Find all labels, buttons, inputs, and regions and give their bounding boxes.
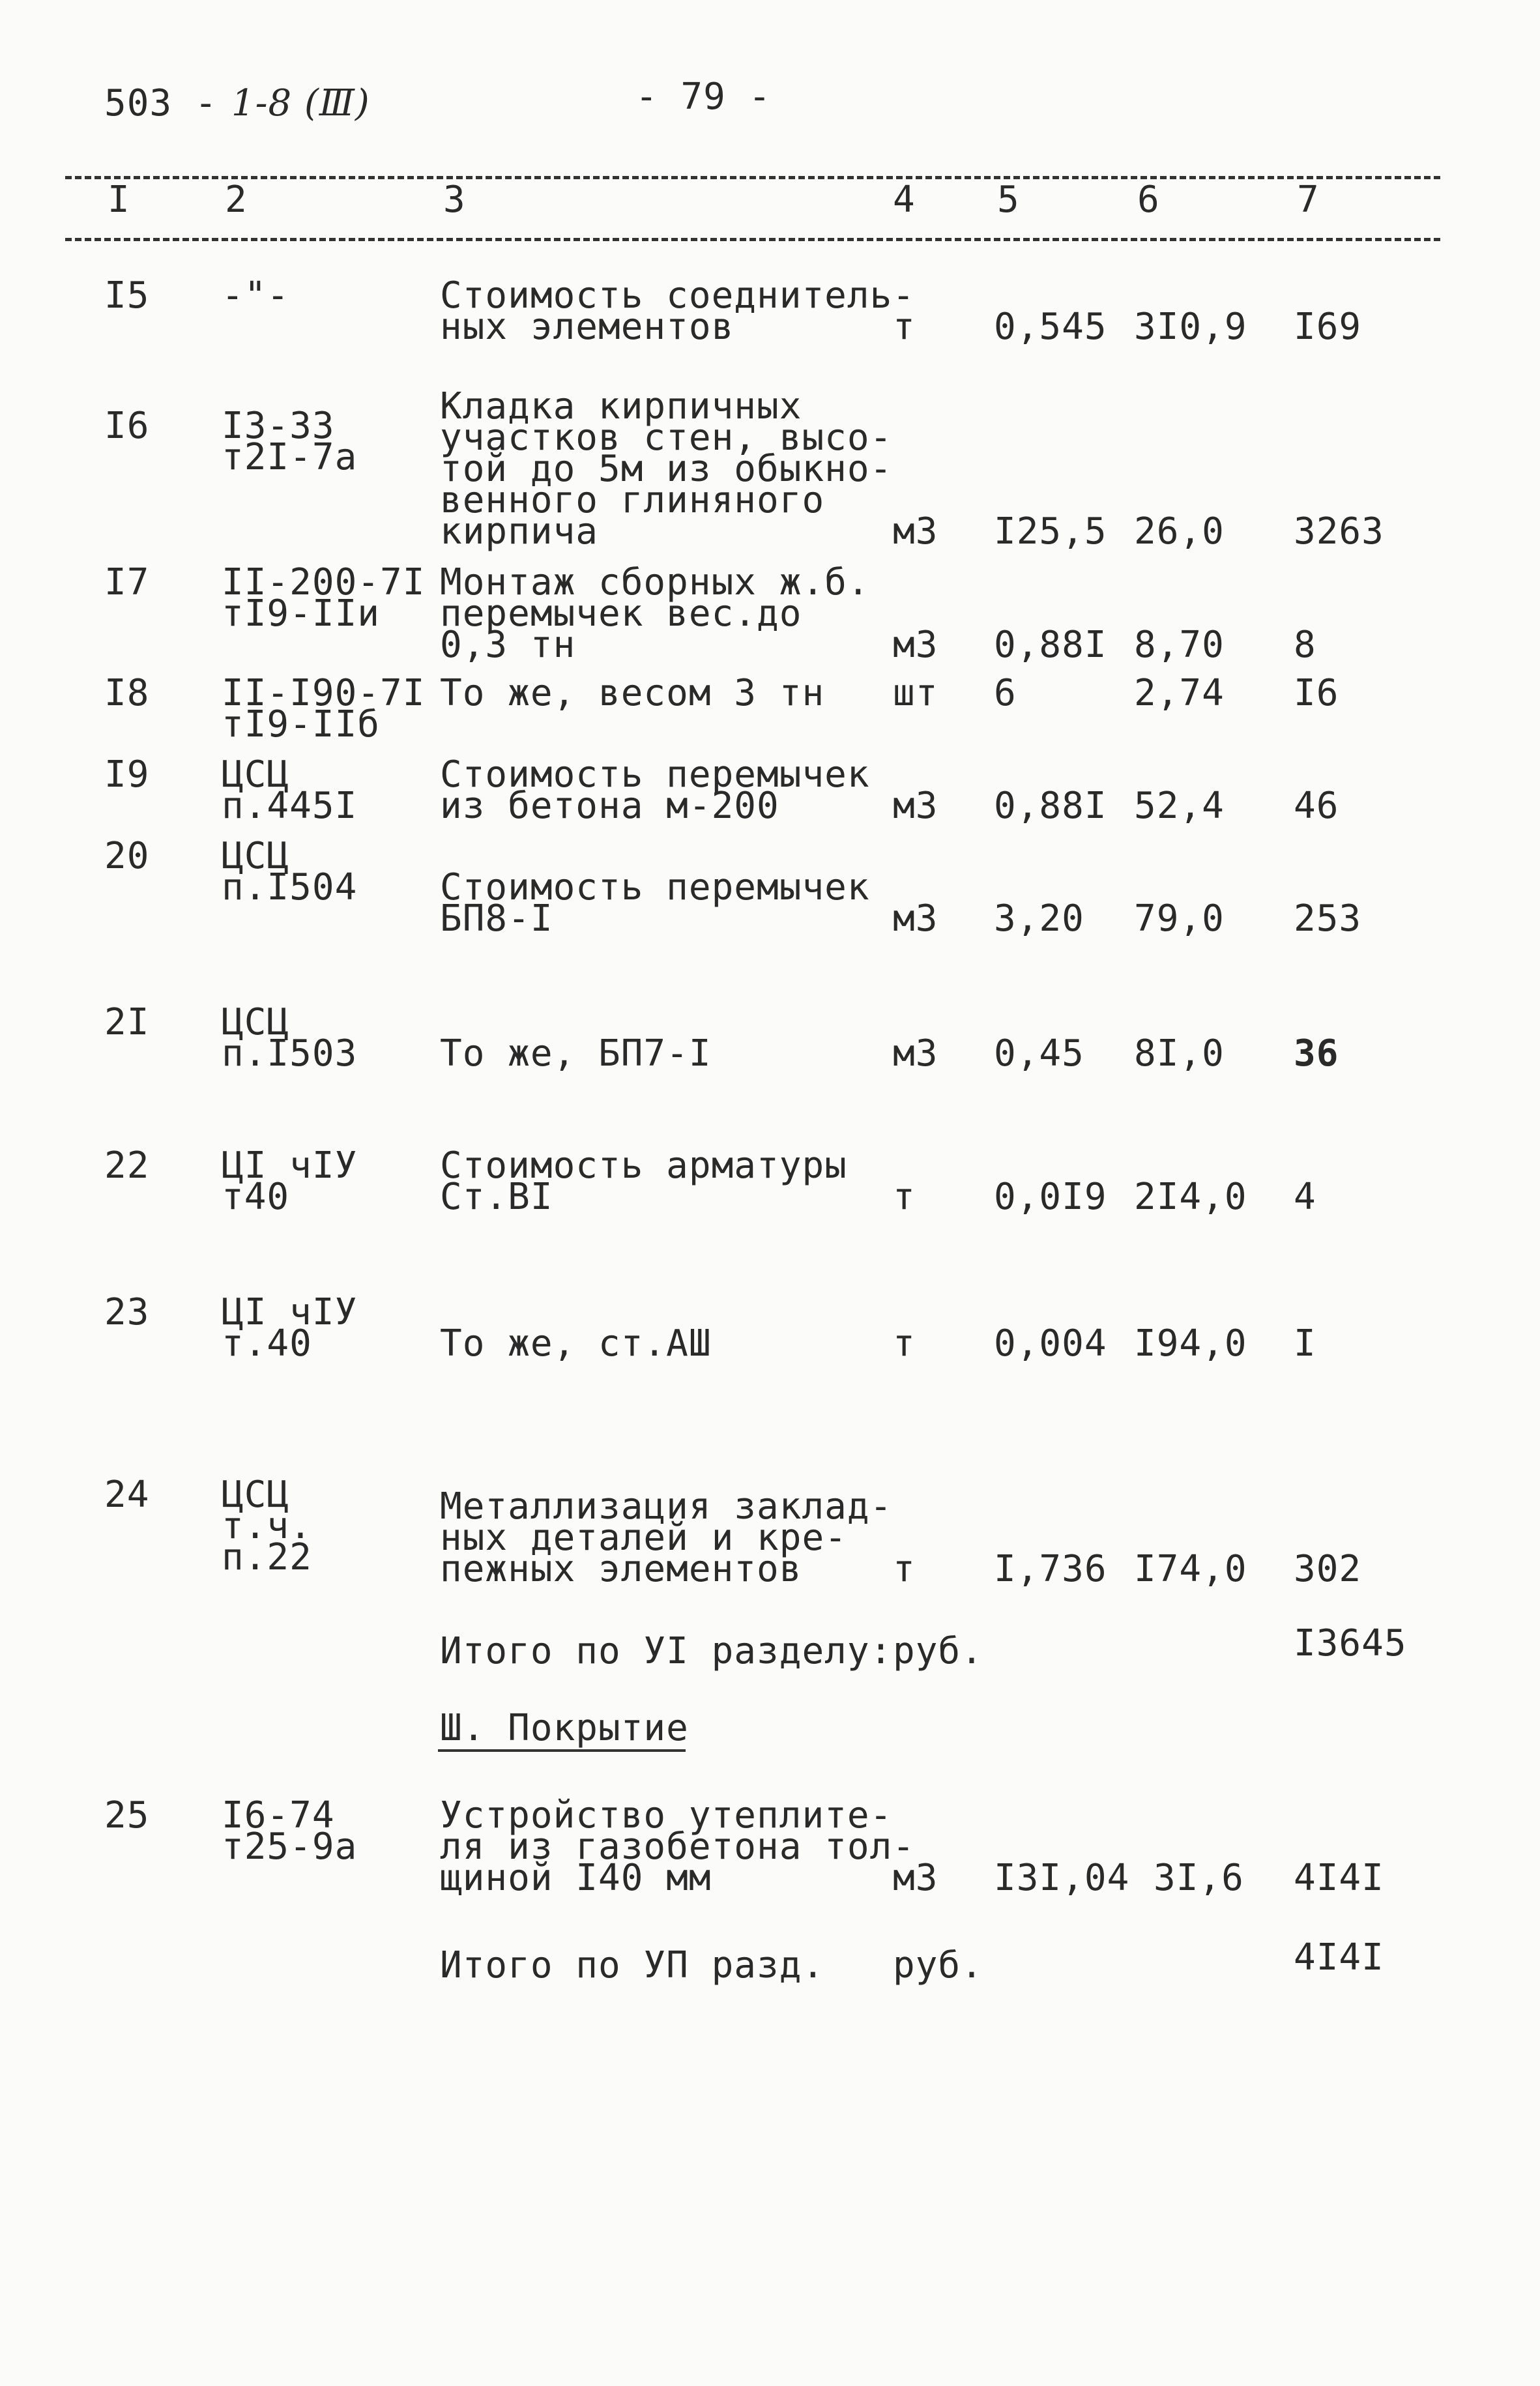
row-number: I6 [104, 405, 150, 447]
row-price: I74,0 [1134, 1548, 1247, 1590]
subtotal-unit: руб. [893, 1944, 983, 1986]
row-code: п.I503 [222, 1032, 358, 1075]
row-code: т2I-7а [222, 436, 358, 478]
row-unit: м3 [893, 510, 938, 553]
row-code: ЦСЦ [222, 753, 290, 796]
row-price: 2I4,0 [1134, 1176, 1247, 1218]
row-qty: 6 [994, 672, 1017, 714]
row-desc: перемычек вес.до [440, 592, 802, 635]
col-header-5: 5 [997, 179, 1020, 221]
doc-code: 503 - [104, 82, 218, 124]
row-desc: кирпича [440, 510, 599, 553]
row-qty: 3,20 [994, 897, 1084, 940]
row-unit: м3 [893, 624, 938, 666]
row-unit: м3 [893, 1032, 938, 1075]
row-desc: Стоимость перемычек [440, 753, 870, 796]
col-header-1: I [108, 179, 130, 221]
row-desc: Кладка кирпичных [440, 385, 802, 428]
row-price: 52,4 [1134, 785, 1225, 827]
row-qty: I25,5 [994, 510, 1107, 553]
row-number: 22 [104, 1144, 150, 1187]
row-desc: Устройство утеплите- [440, 1794, 893, 1837]
row-number: 25 [104, 1794, 150, 1837]
row-number: 24 [104, 1474, 150, 1516]
row-code: II-I90-7I [222, 672, 426, 714]
row-desc: участков стен, высо- [440, 416, 893, 459]
col-header-2: 2 [225, 179, 248, 221]
section-title-underline [438, 1749, 686, 1752]
row-price: 8I,0 [1134, 1032, 1225, 1075]
row-price: 3I,6 [1154, 1857, 1244, 1899]
row-total: 8 [1294, 624, 1316, 666]
row-price: 26,0 [1134, 510, 1225, 553]
row-desc: Стоимость перемычек [440, 866, 870, 909]
doc-code-handwritten: 1-8 (Ⅲ) [231, 82, 370, 124]
row-desc: из бетона м-200 [440, 785, 779, 827]
row-desc: Металлизация заклад- [440, 1485, 893, 1528]
row-price: 79,0 [1134, 897, 1225, 940]
row-unit: м3 [893, 785, 938, 827]
row-desc: Стоимость соеднитель- [440, 274, 916, 317]
row-code: ЦСЦ [222, 1001, 290, 1043]
row-code: ЦI чIУ [222, 1291, 358, 1333]
row-price: I94,0 [1134, 1322, 1247, 1365]
row-total: I [1294, 1322, 1316, 1365]
row-number: 20 [104, 835, 150, 877]
row-qty: 0,004 [994, 1322, 1107, 1365]
col-header-7: 7 [1297, 179, 1320, 221]
row-unit: шт [893, 672, 938, 714]
row-desc: Ст.ВI [440, 1176, 553, 1218]
row-number: I9 [104, 753, 150, 796]
row-qty: I3I,04 [994, 1857, 1130, 1899]
row-code: ЦСЦ [222, 1474, 290, 1516]
row-unit: т [893, 1548, 916, 1590]
row-number: 23 [104, 1291, 150, 1333]
row-total: 253 [1294, 897, 1362, 940]
row-qty: 0,545 [994, 306, 1107, 348]
row-desc: ных деталей и кре- [440, 1517, 847, 1559]
row-price: 8,70 [1134, 624, 1225, 666]
row-desc: БП8-I [440, 897, 553, 940]
row-total: 302 [1294, 1548, 1362, 1590]
row-code: т40 [222, 1176, 290, 1218]
row-unit: т [893, 1322, 916, 1365]
row-unit: м3 [893, 897, 938, 940]
subtotal-total: I3645 [1294, 1622, 1407, 1665]
row-desc: То же, ст.АШ [440, 1322, 712, 1365]
row-code: тI9-IIи [222, 592, 381, 635]
header-rule-top [65, 176, 1440, 179]
row-code: т.ч. [222, 1505, 312, 1547]
row-unit: т [893, 306, 916, 348]
row-total: 36 [1294, 1032, 1339, 1075]
row-desc: ных элементов [440, 306, 734, 348]
col-header-6: 6 [1137, 179, 1160, 221]
row-price: 2,74 [1134, 672, 1225, 714]
row-total: 4I4I [1294, 1857, 1384, 1899]
row-desc: ля из газобетона тол- [440, 1826, 916, 1868]
row-desc: Стоимость арматуры [440, 1144, 847, 1187]
row-qty: 0,88I [994, 785, 1107, 827]
row-desc: венного глиняного [440, 479, 825, 521]
row-qty: 0,88I [994, 624, 1107, 666]
row-qty: 0,45 [994, 1032, 1084, 1075]
col-header-3: 3 [443, 179, 466, 221]
subtotal-total: 4I4I [1294, 1936, 1384, 1979]
subtotal-label: Итого по УI разделу: [440, 1630, 893, 1672]
row-number: I8 [104, 672, 150, 714]
section-title: Ш. Покрытие [440, 1707, 689, 1749]
row-code: I3-33 [222, 405, 335, 447]
row-unit: м3 [893, 1857, 938, 1899]
row-desc: Монтаж сборных ж.б. [440, 561, 870, 604]
row-code: ЦI чIУ [222, 1144, 358, 1187]
row-unit: т [893, 1176, 916, 1218]
row-code: п.I504 [222, 866, 358, 909]
row-total: 3263 [1294, 510, 1384, 553]
row-code: I6-74 [222, 1794, 335, 1837]
row-total: 4 [1294, 1176, 1316, 1218]
row-desc: пежных элементов [440, 1548, 802, 1590]
row-code: -"- [222, 274, 290, 317]
row-desc: То же, весом 3 тн [440, 672, 825, 714]
row-qty: I,736 [994, 1548, 1107, 1590]
row-qty: 0,0I9 [994, 1176, 1107, 1218]
col-header-4: 4 [893, 179, 916, 221]
page-number: - 79 - [635, 76, 772, 118]
row-code: II-200-7I [222, 561, 426, 604]
row-code: т.40 [222, 1322, 312, 1365]
row-total: I6 [1294, 672, 1339, 714]
row-desc: То же, БП7-I [440, 1032, 712, 1075]
row-number: 2I [104, 1001, 150, 1043]
row-code: т25-9а [222, 1826, 358, 1868]
row-desc: щиной I40 мм [440, 1857, 712, 1899]
row-total: 46 [1294, 785, 1339, 827]
subtotal-unit: руб. [893, 1630, 983, 1672]
row-code: п.445I [222, 785, 358, 827]
row-price: 3I0,9 [1134, 306, 1247, 348]
row-number: I7 [104, 561, 150, 604]
row-number: I5 [104, 274, 150, 317]
subtotal-label: Итого по УП разд. [440, 1944, 825, 1986]
row-code: тI9-IIб [222, 703, 381, 746]
row-code: п.22 [222, 1536, 312, 1579]
header-rule-bottom [65, 238, 1440, 241]
row-total: I69 [1294, 306, 1362, 348]
row-desc: 0,3 тн [440, 624, 576, 666]
row-desc: той до 5м из обыкно- [440, 448, 893, 490]
row-code: ЦСЦ [222, 835, 290, 877]
